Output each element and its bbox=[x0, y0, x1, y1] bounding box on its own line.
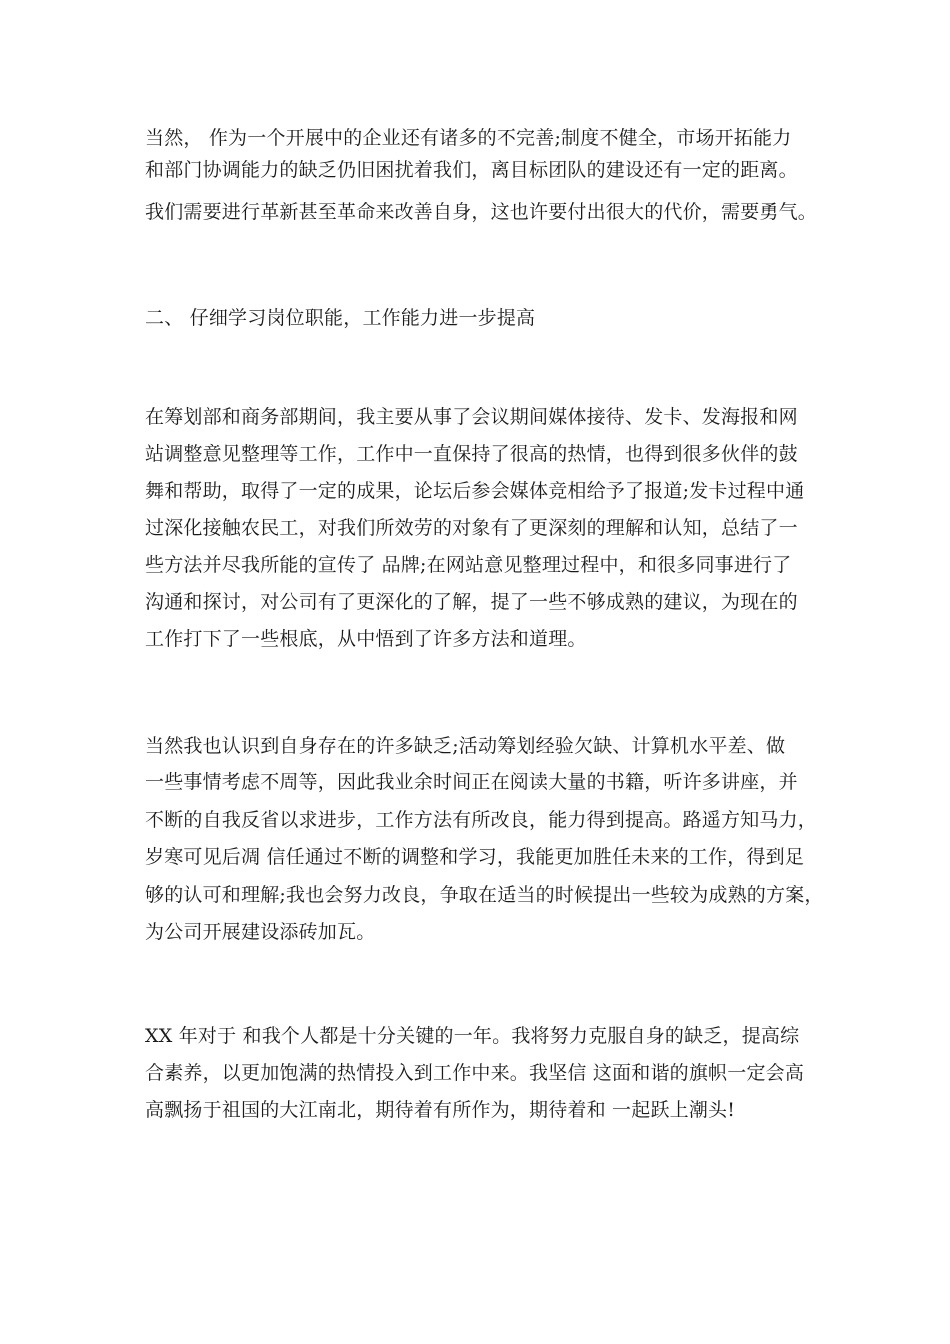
paragraph-2-line-4: 过深化接触农民工，对我们所效劳的对象有了更深刻的理解和认知，总结了一 bbox=[145, 517, 798, 539]
paragraph-3-line-3: 不断的自我反省以求进步，工作方法有所改良，能力得到提高。路遥方知马力， bbox=[145, 809, 818, 831]
section-heading: 二、 仔细学习岗位职能，工作能力进一步提高 bbox=[145, 307, 536, 329]
paragraph-2-line-6: 沟通和探讨，对公司有了更深化的了解，提了一些不够成熟的建议，为现在的 bbox=[145, 591, 798, 613]
paragraph-1-line-3: 我们需要进行革新甚至革命来改善自身，这也许要付出很大的代价，需要勇气。 bbox=[145, 201, 818, 223]
paragraph-2-line-2: 站调整意见整理等工作，工作中一直保持了很高的热情，也得到很多伙伴的鼓 bbox=[145, 443, 798, 465]
paragraph-4-line-3: 高飘扬于祖国的大江南北，期待着有所作为，期待着和 一起跃上潮头! bbox=[145, 1099, 736, 1121]
paragraph-1-line-2: 和部门协调能力的缺乏仍旧困扰着我们，离目标团队的建设还有一定的距离。 bbox=[145, 159, 798, 181]
paragraph-4-line-2: 合素养，以更加饱满的热情投入到工作中来。我坚信 这面和谐的旗帜一定会高 bbox=[145, 1062, 805, 1084]
paragraph-4-line-1: XX 年对于 和我个人都是十分关键的一年。我将努力克服自身的缺乏，提高综 bbox=[145, 1025, 800, 1047]
paragraph-1-line-1: 当然， 作为一个开展中的企业还有诸多的不完善;制度不健全，市场开拓能力 bbox=[145, 127, 792, 149]
paragraph-3-line-1: 当然我也认识到自身存在的许多缺乏;活动筹划经验欠缺、计算机水平差、做 bbox=[145, 735, 786, 757]
paragraph-3-line-4: 岁寒可见后凋 信任通过不断的调整和学习，我能更加胜任未来的工作，得到足 bbox=[145, 846, 805, 868]
paragraph-2-line-5: 些方法并尽我所能的宣传了 品牌;在网站意见整理过程中，和很多同事进行了 bbox=[145, 554, 792, 576]
paragraph-3-line-5: 够的认可和理解;我也会努力改良，争取在适当的时候提出一些较为成熟的方案， bbox=[145, 884, 824, 906]
paragraph-3-line-2: 一些事情考虑不周等，因此我业余时间正在阅读大量的书籍，听许多讲座，并 bbox=[145, 771, 798, 793]
paragraph-2-line-3: 舞和帮助，取得了一定的成果，论坛后参会媒体竞相给予了报道;发卡过程中通 bbox=[145, 480, 805, 502]
paragraph-2-line-1: 在筹划部和商务部期间，我主要从事了会议期间媒体接待、发卡、发海报和网 bbox=[145, 406, 798, 428]
paragraph-3-line-6: 为公司开展建设添砖加瓦。 bbox=[145, 921, 376, 943]
paragraph-2-line-7: 工作打下了一些根底，从中悟到了许多方法和道理。 bbox=[145, 628, 587, 650]
